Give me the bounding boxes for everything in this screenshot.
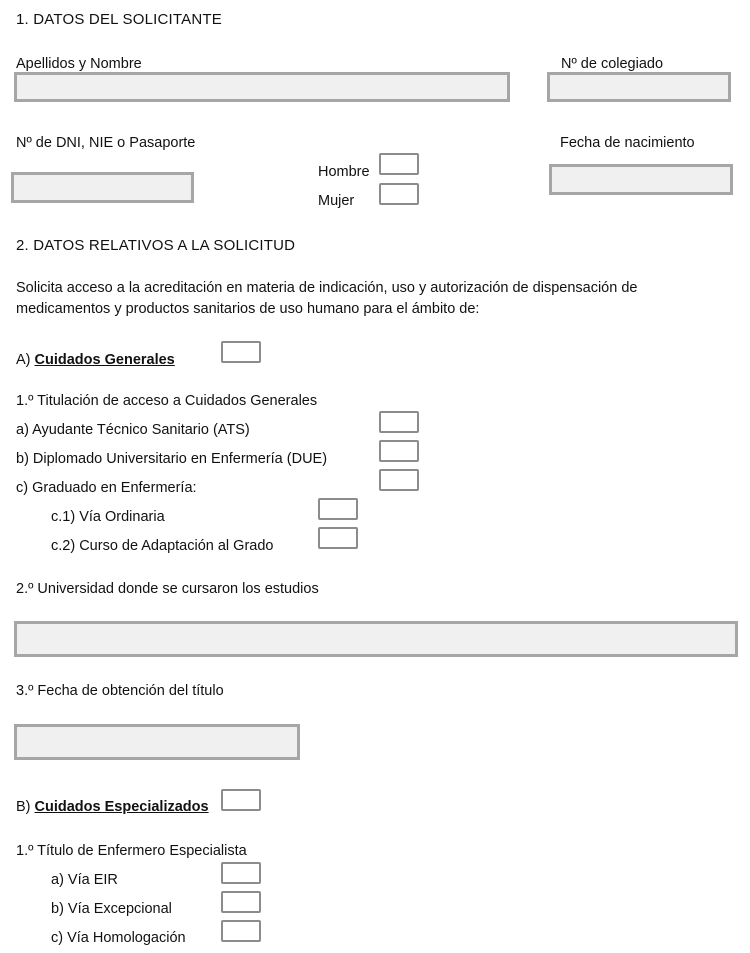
titulacion-acceso-label: 1.º Titulación de acceso a Cuidados Generales xyxy=(16,393,318,409)
graduado-option-label: c) Graduado en Enfermería: xyxy=(16,480,197,496)
apellidos-label: Apellidos y Nombre xyxy=(16,56,142,72)
hombre-label: Hombre xyxy=(318,164,370,180)
via-ordinaria-label: c.1) Vía Ordinaria xyxy=(51,509,165,525)
via-homologacion-checkbox[interactable] xyxy=(221,920,261,942)
due-checkbox[interactable] xyxy=(379,440,419,462)
via-ordinaria-checkbox[interactable] xyxy=(318,498,358,520)
via-eir-label: a) Vía EIR xyxy=(51,872,118,888)
cuidados-generales-heading xyxy=(16,351,175,369)
fecha-titulo-field[interactable] xyxy=(14,724,300,760)
section-2-title: 2. DATOS RELATIVOS A LA SOLICITUD xyxy=(16,237,296,254)
section-1-title: 1. DATOS DEL SOLICITANTE xyxy=(16,11,222,28)
apellidos-field[interactable] xyxy=(14,72,510,102)
cuidados-generales-prefix: A) xyxy=(16,352,35,368)
cuidados-especializados-prefix: B) xyxy=(16,799,35,815)
titulo-especialista-label: 1.º Título de Enfermero Especialista xyxy=(16,843,247,859)
dni-label: Nº de DNI, NIE o Pasaporte xyxy=(16,135,196,151)
ats-option-label: a) Ayudante Técnico Sanitario (ATS) xyxy=(16,422,250,438)
ats-checkbox[interactable] xyxy=(379,411,419,433)
via-homologacion-label: c) Vía Homologación xyxy=(51,930,186,946)
via-eir-checkbox[interactable] xyxy=(221,862,261,884)
cuidados-especializados-heading xyxy=(16,798,209,816)
curso-adaptacion-label: c.2) Curso de Adaptación al Grado xyxy=(51,538,274,554)
fecha-nacimiento-label: Fecha de nacimiento xyxy=(560,135,695,151)
colegiado-field[interactable] xyxy=(547,72,731,102)
cuidados-generales-checkbox[interactable] xyxy=(221,341,261,363)
hombre-checkbox[interactable] xyxy=(379,153,419,175)
graduado-checkbox[interactable] xyxy=(379,469,419,491)
colegiado-label: Nº de colegiado xyxy=(561,56,664,72)
via-excepcional-checkbox[interactable] xyxy=(221,891,261,913)
due-option-label: b) Diplomado Universitario en Enfermería (DUE) xyxy=(16,451,328,467)
mujer-label: Mujer xyxy=(318,193,355,209)
cuidados-especializados-title: Cuidados Especializados xyxy=(34,799,209,815)
cuidados-especializados-checkbox[interactable] xyxy=(221,789,261,811)
cuidados-generales-title: Cuidados Generales xyxy=(34,352,175,368)
mujer-checkbox[interactable] xyxy=(379,183,419,205)
universidad-label: 2.º Universidad donde se cursaron los estudios xyxy=(16,581,319,597)
fecha-titulo-label: 3.º Fecha de obtención del título xyxy=(16,683,224,699)
curso-adaptacion-checkbox[interactable] xyxy=(318,527,358,549)
via-excepcional-label: b) Vía Excepcional xyxy=(51,901,172,917)
fecha-nacimiento-field[interactable] xyxy=(549,164,733,195)
universidad-field[interactable] xyxy=(14,621,738,657)
dni-field[interactable] xyxy=(11,172,194,203)
intro-line-1: Solicita acceso a la acreditación en materia de indicación, uso y autorización de dispensación de xyxy=(16,280,638,296)
intro-line-2: medicamentos y productos sanitarios de uso humano para el ámbito de: xyxy=(16,301,480,317)
